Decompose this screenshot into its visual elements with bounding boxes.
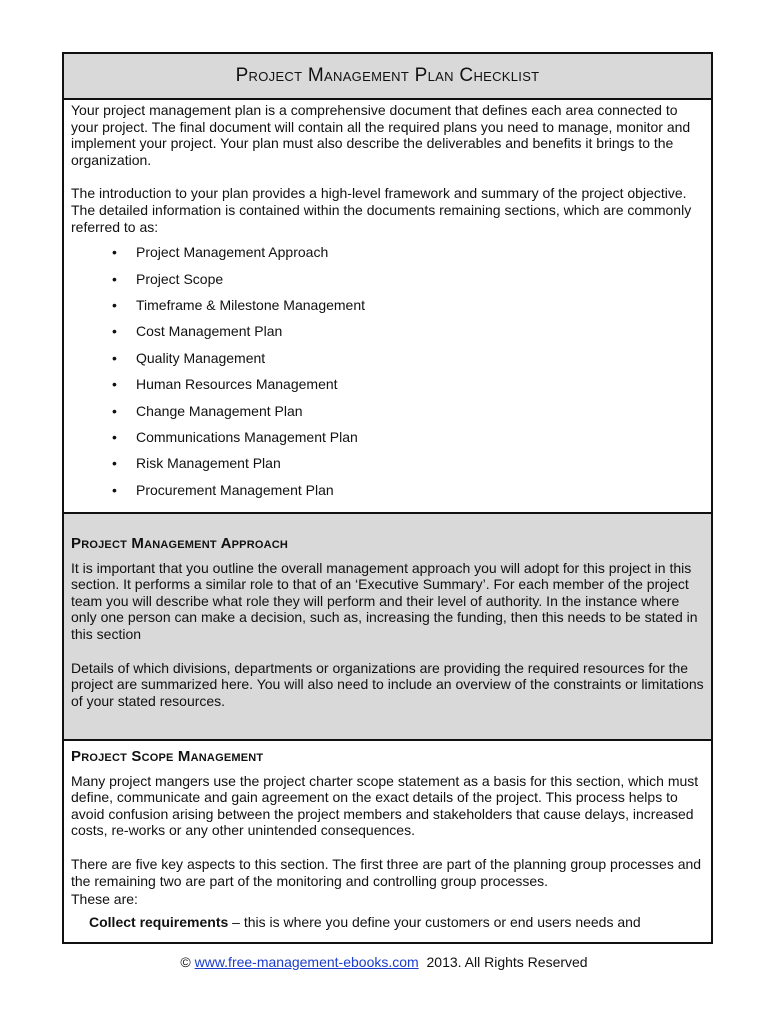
intro-section xyxy=(64,100,711,514)
approach-section xyxy=(64,514,711,741)
list-item: • Procurement Management Plan xyxy=(71,482,704,508)
copyright-symbol: © xyxy=(180,954,195,970)
scope-paragraph-2: There are five key aspects to this section. The first three are part of the planning group processes and the remaining two are part of the monitoring and controlling group processes. xyxy=(71,855,702,889)
list-item: • Human Resources Management xyxy=(71,376,704,402)
list-item: • Timeframe & Milestone Management xyxy=(71,297,704,323)
collect-requirements-item xyxy=(71,914,704,931)
approach-paragraph-2: Details of which divisions, departments or organizations are providing the required resources for the project are summarized here. You will also need to include an overview of the constraints or limitations of your stated resources. xyxy=(71,659,704,709)
document-frame xyxy=(62,52,713,944)
collect-requirements-text: – this is where you define your customers or end users needs and xyxy=(228,913,641,930)
footer xyxy=(0,954,768,970)
scope-paragraph-1: Many project mangers use the project charter scope statement as a basis for this section, which must define, communicate and gain agreement on the exact details of the project. This process helps to avoid confusion arising between the project members and stakeholders that cause delays, increased costs, re-works or any other unintended consequences. xyxy=(71,772,699,839)
list-item: • Project Management Approach xyxy=(71,244,704,270)
list-item: • Change Management Plan xyxy=(71,403,704,429)
copyright-text: 2013. All Rights Reserved xyxy=(418,954,588,970)
scope-heading: Project Scope Management xyxy=(71,748,264,765)
website-link[interactable]: www.free-management-ebooks.com xyxy=(194,954,419,970)
scope-section xyxy=(64,741,711,930)
list-item: • Cost Management Plan xyxy=(71,323,704,349)
page-title xyxy=(64,54,711,100)
list-item: • Communications Management Plan xyxy=(71,429,704,455)
list-item: • Risk Management Plan xyxy=(71,455,704,481)
approach-heading: Project Management Approach xyxy=(71,535,289,552)
list-item: • Quality Management xyxy=(71,350,704,376)
plan-sections-list xyxy=(71,244,704,508)
page-title-text: Project Management Plan Checklist xyxy=(235,65,540,86)
intro-paragraph-1: Your project management plan is a comprehensive document that defines each area connected to your project. The final document will contain all the required plans you need to manage, monitor and implement your project. Your plan must also describe the deliverables and benefits it brings to the organization. xyxy=(71,102,691,168)
approach-paragraph-1: It is important that you outline the overall management approach you will adopt for this project in this section. It performs a similar role to that of an ‘Executive Summary’. For each member of the project team you will describe what role they will perform and their level of authority. In the instance where only one person can make a decision, such as, increasing the funding, then this needs to be stated in this section xyxy=(71,559,698,642)
intro-paragraph-2: The introduction to your plan provides a high-level framework and summary of the project objective. The detailed information is contained within the documents remaining sections, which are commonly referred to as: xyxy=(71,185,692,235)
collect-requirements-label: Collect requirements xyxy=(89,913,229,930)
list-item: • Project Scope xyxy=(71,271,704,297)
scope-paragraph-3: These are: xyxy=(71,891,138,908)
